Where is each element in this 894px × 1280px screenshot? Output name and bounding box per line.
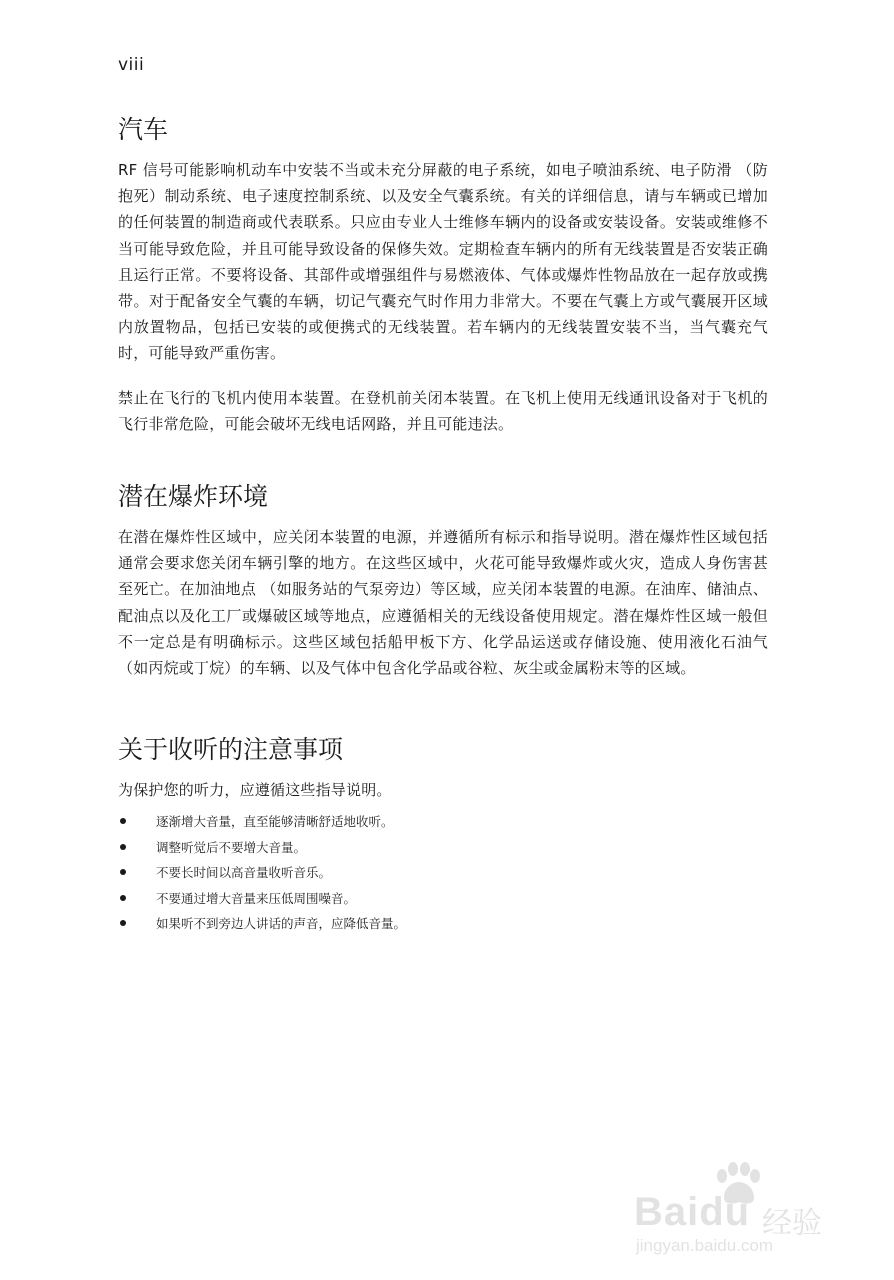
section-heading-explosive: 潜在爆炸环境 [118,482,269,511]
section-explosive [118,480,768,681]
list-item-text: 调整听觉后不要增大音量。 [156,839,307,855]
paragraph-car-2: 禁止在飞行的飞机内使用本装置。在登机前关闭本装置。在飞机上使用无线通讯设备对于飞机的飞行非常危险，可能会破坏无线电话网路，并且可能违法。 [118,388,768,433]
bullet-icon [120,844,126,850]
list-item-text: 如果听不到旁边人讲话的声音，应降低音量。 [156,916,407,932]
list-item-text: 逐渐增大音量，直至能够清晰舒适地收听。 [156,814,394,830]
page-number: viii [118,55,145,75]
paragraph-hearing-intro: 为保护您的听力，应遵循这些指导说明。 [118,781,392,799]
list-item-text: 不要通过增大音量来压低周围噪音。 [156,890,357,906]
list-item [118,860,768,886]
list-item [118,911,768,937]
watermark-brand-cn: 经验 [762,1206,822,1241]
list-item-text: 不要长时间以高音量收听音乐。 [156,865,332,881]
paragraph-explosive-1: 在潜在爆炸性区域中，应关闭本装置的电源，并遵循所有标示和指导说明。潜在爆炸性区域包括通常会要求您关闭车辆引擎的地方。在这些区域中，火花可能导致爆炸或火灾，造成人身伤害甚至死亡。在加油地点 （如服务站的气泵旁边）等区域，应关闭本装置的电源。在油库、储油点、配油点以及化工厂或爆破区域等地点，应遵循相关的无线设备使用规定。潜在爆炸性区域一般但不一定总是有明确标示。这些区域包括船甲板下方、化学品运送或存储设施、使用液化石油气 （如丙烷或丁烷）的车辆、以及气体中包含化学品或谷粒、灰尘或金属粉末等的区域。 [118,528,768,678]
watermark-brand: Baidu [634,1190,751,1234]
bullet-icon [120,869,126,875]
paragraph-car-1: RF 信号可能影响机动车中安装不当或未充分屏蔽的电子系统，如电子喷油系统、电子防滑 （防抱死）制动系统、电子速度控制系统、以及安全气囊系统。有关的详细信息，请与车辆或已增加的任何装置的制造商或代表联系。只应由专业人士维修车辆内的设备或安装设备。安装或维修不当可能导致危险，并且可能导致设备的保修失效。定期检查车辆内的所有无线装置是否安装正确且运行正常。不要将设备、其部件或增强组件与易燃液体、气体或爆炸性物品放在一起存放或携带。对于配备安全气囊的车辆，切记气囊充气时作用力非常大。不要在气囊上方或气囊展开区域内放置物品，包括已安装的或便携式的无线装置。若车辆内的无线装置安装不当，当气囊充气时，可能导致严重伤害。 [118,161,768,363]
list-item [118,809,768,835]
bullet-icon [120,895,126,901]
list-item [118,835,768,861]
section-hearing [118,733,768,937]
bullet-icon [120,818,126,824]
section-heading-car: 汽车 [118,115,169,144]
list-item [118,886,768,912]
watermark-url: jingyan.baidu.com [636,1236,774,1255]
section-car [118,113,768,437]
section-heading-hearing: 关于收听的注意事项 [118,735,344,764]
baidu-jingyan-watermark [634,1162,844,1258]
hearing-bullet-list [118,809,768,937]
bullet-icon [120,920,126,926]
